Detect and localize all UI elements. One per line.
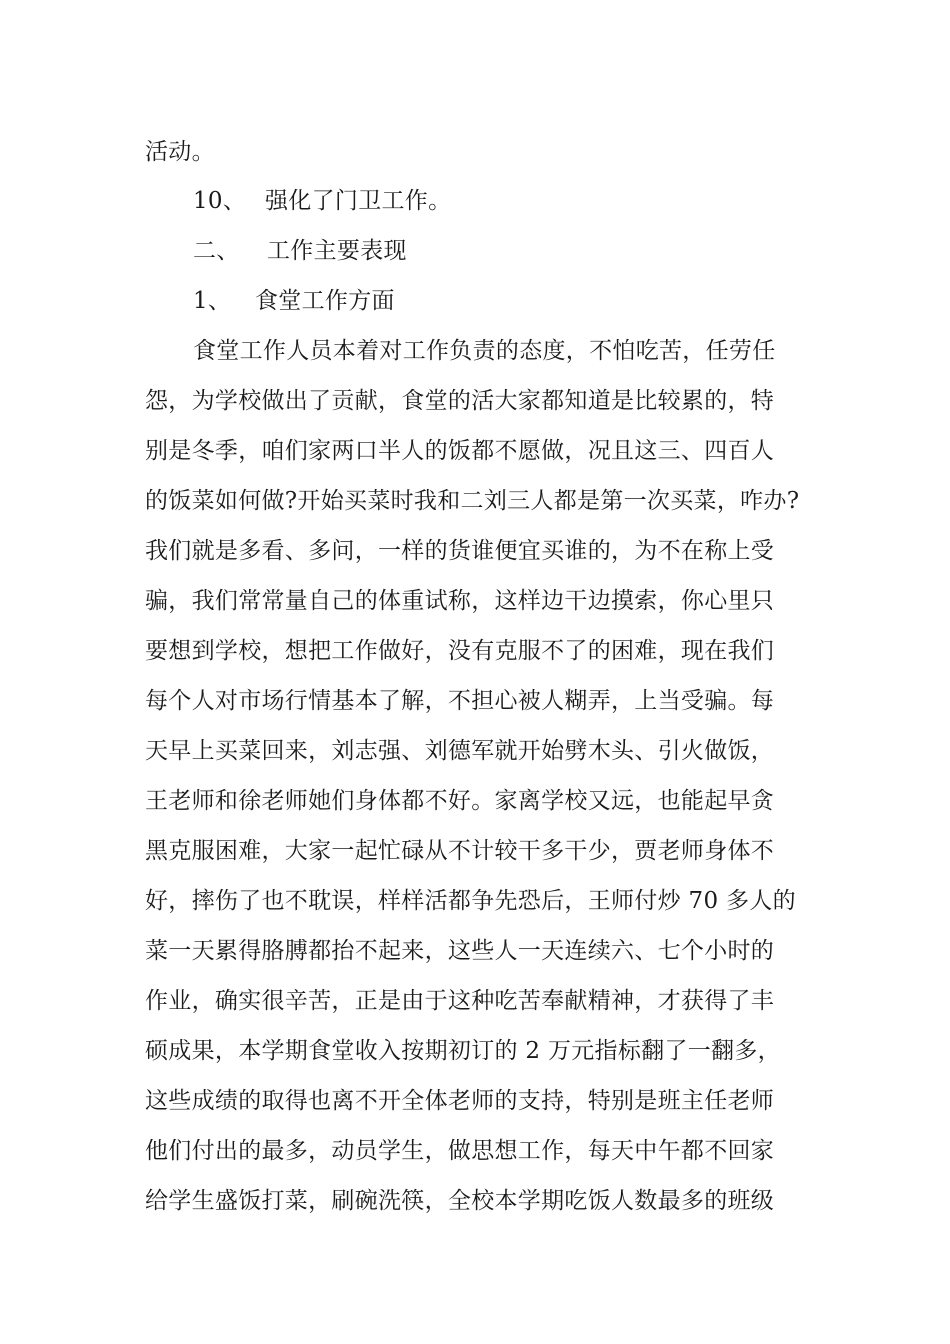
paragraph-line: 我们就是多看、多问，一样的货谁便宜买谁的，为不在称上受 [145,538,775,564]
paragraph-line: 这些成绩的取得也离不开全体老师的支持，特别是班主任老师 [145,1088,775,1114]
paragraph-line: 天早上买菜回来，刘志强、刘德军就开始劈木头、引火做饭， [145,738,775,764]
paragraph-line: 给学生盛饭打菜，刷碗洗筷，全校本学期吃饭人数最多的班级 [145,1188,775,1214]
paragraph-line: 每个人对市场行情基本了解，不担心被人糊弄，上当受骗。每 [145,688,775,714]
section-heading-2 [193,236,407,266]
paragraph-line: 食堂工作人员本着对工作负责的态度，不怕吃苦，任劳任 [193,338,776,364]
list-number: 10、 [193,188,247,214]
paragraph-line: 作业，确实很辛苦，正是由于这种吃苦奉献精神，才获得了丰 [145,988,775,1014]
subsection-heading-1 [193,286,395,316]
text-line: 活动。 [145,139,215,165]
paragraph-line: 骗，我们常常量自己的体重试称，这样边干边摸索，你心里只 [145,588,775,614]
paragraph-line: 黑克服困难，大家一起忙碌从不计较干多干少，贾老师身体不 [145,838,775,864]
paragraph-line: 怨，为学校做出了贡献，食堂的活大家都知道是比较累的，特 [145,388,775,414]
paragraph-line: 王老师和徐老师她们身体都不好。家离学校又远，也能起早贪 [145,788,775,814]
list-text: 强化了门卫工作。 [265,188,452,214]
list-item-10 [193,186,451,216]
paragraph-line: 他们付出的最多，动员学生，做思想工作，每天中午都不回家 [145,1138,775,1164]
section-number: 二、 [193,238,240,264]
paragraph-line: 要想到学校，想把工作做好，没有克服不了的困难，现在我们 [145,638,775,664]
subsection-number: 1、 [193,288,232,314]
section-title: 工作主要表现 [267,238,407,264]
paragraph-line: 别是冬季，咱们家两口半人的饭都不愿做，况且这三、四百人 [145,438,775,464]
paragraph-line: 菜一天累得胳膊都抬不起来，这些人一天连续六、七个小时的 [145,938,775,964]
subsection-title: 食堂工作方面 [255,288,395,314]
paragraph-line: 的饭菜如何做?开始买菜时我和二刘三人都是第一次买菜，咋办? [145,488,800,514]
paragraph-line: 好，摔伤了也不耽误，样样活都争先恐后，王师付炒 70 多人的 [145,888,796,914]
paragraph-line: 硕成果，本学期食堂收入按期初订的 2 万元指标翻了一翻多， [145,1038,781,1064]
